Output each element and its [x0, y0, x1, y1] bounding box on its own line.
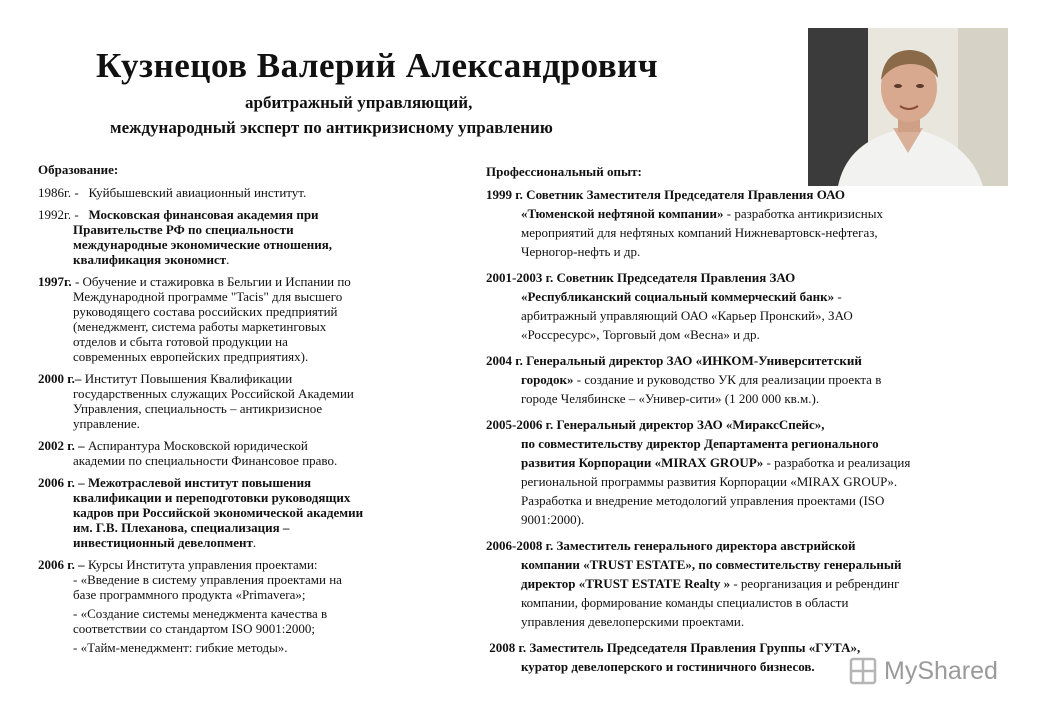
education-heading: Образование:: [38, 162, 119, 177]
experience-entry: 2005-2006 г. Генеральный директор ЗАО «МираксСпейс», по совместительству директор Департамента регионального развития Корпорации «MIRAX GROUP» - разработка и реализация региональной программы развития Корпорации «MIRAX GROUP». Разработка и внедрение методологий управления проектами (ISO 9001:2000).: [486, 417, 911, 527]
education-entry: 1986г. - Куйбышевский авиационный институт.: [38, 185, 307, 200]
experience-entry: 2006-2008 г. Заместитель генерального директора австрийской компании «TRUST ESTATE», по совместительству генеральный директор «TRUST ESTATE Realty » - реорганизация и ребрендинг компании, формирование команды специалистов в области управления девелоперскими проектами.: [486, 538, 902, 629]
education-column: [38, 162, 438, 662]
watermark-text: MyShared: [884, 656, 998, 685]
education-entry: 2006 г. – Курсы Института управления проектами: - «Введение в систему управления проектами на базе программного продукта «Primavera»; - «Создание системы менеджмента качества в соответствии со стандартом ISO 9001:2000; - «Тайм-менеджмент: гибкие методы».: [38, 557, 342, 655]
subtitle-expert: международный эксперт по антикризисному управлению: [110, 118, 553, 137]
experience-heading: Профессиональный опыт:: [486, 164, 642, 179]
myshared-logo-icon: [848, 656, 878, 686]
education-entry: 1997г. - Обучение и стажировка в Бельгии и Испании по Международной программе "Tacis" для высшего руководящего состава российских предприятий (менеджмент, система работы маркетинговых отделов и сбыта готовой продукции на современных европейских предприятиях).: [38, 274, 351, 364]
education-entry: 2000 г.– Институт Повышения Квалификации государственных служащих Российской Академии Управления, специальность – антикризисное управление.: [38, 371, 354, 431]
experience-entry: 2008 г. Заместитель Председателя Правления Группы «ГУТА», куратор девелоперского и гостиничного бизнесов.: [489, 640, 861, 674]
person-name: Кузнецов Валерий Александрович: [96, 46, 659, 85]
subtitle-role: арбитражный управляющий,: [245, 93, 473, 112]
education-entry: 2006 г. – Межотраслевой институт повышения квалификации и переподготовки руководящих кадров при Российской экономической академии им. Г.В. Плеханова, специализация – инвестиционный девелопмент.: [38, 475, 364, 550]
education-entry: 1992г. - Московская финансовая академия при Правительстве РФ по специальности международные экономические отношения, квалификация экономист.: [38, 207, 332, 267]
watermark: [848, 656, 998, 686]
experience-entry: 2004 г. Генеральный директор ЗАО «ИНКОМ-Университетский городок» - создание и руководство УК для реализации проекта в городе Челябинске – «Универ-сити» (1 200 000 кв.м.).: [486, 353, 882, 406]
experience-entry: 2001-2003 г. Советник Председателя Правления ЗАО «Республиканский социальный коммерческий банк» - арбитражный управляющий ОАО «Карьер Пронский», ЗАО «Россресурс», Торговый дом «Весна» и др.: [486, 270, 853, 342]
experience-entry: 1999 г. Советник Заместителя Председателя Правления ОАО «Тюменской нефтяной компании» - разработка антикризисных мероприятий для нефтяных компаний Нижневартовск-нефтегаз, Черногор-нефть и др.: [486, 187, 883, 259]
experience-column: [486, 162, 996, 683]
education-entry: 2002 г. – Аспирантура Московской юридической академии по специальности Финансовое право.: [38, 438, 338, 468]
